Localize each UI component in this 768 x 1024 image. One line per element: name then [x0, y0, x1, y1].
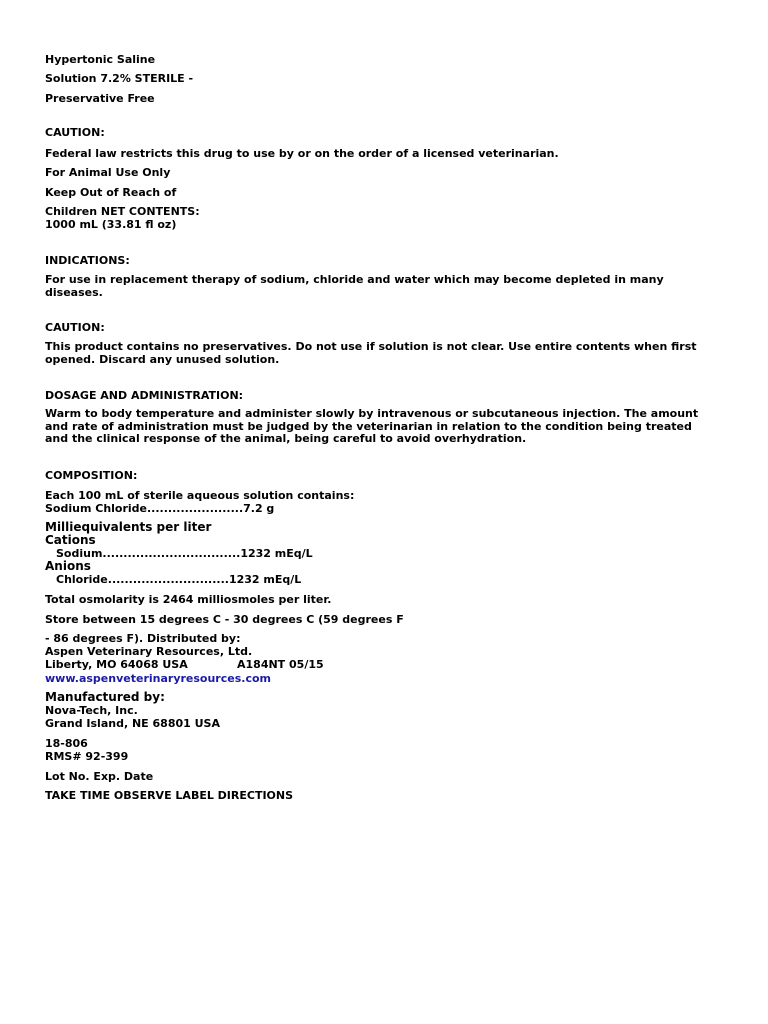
indications-text: For use in replacement therapy of sodium, chloride and water which may become depleted in many diseases. [45, 273, 664, 299]
dosage-text: Warm to body temperature and administer slowly by intravenous or subcutaneous injection. The amount and rate of administration must be judged by the veterinarian in relation to the condition being treated and the clinical response of the animal, being careful to avoid overhydration. [45, 407, 699, 445]
product-title-line-2: Solution 7.2% STERILE - [45, 72, 194, 85]
storage-line-2: - 86 degrees F). Distributed by: [45, 632, 241, 645]
distributor-address: Liberty, MO 64068 USA [45, 658, 188, 671]
product-code: 18-806 [45, 737, 88, 750]
sodium-meq: Sodium.................................1232 mEq/L [56, 547, 313, 560]
anions-heading: Anions [45, 559, 91, 573]
net-contents-value: 1000 mL (33.81 fl oz) [45, 218, 177, 231]
sodium-chloride-amount: Sodium Chloride.......................7.2 g [45, 502, 275, 515]
lot-exp-date: Lot No. Exp. Date [45, 770, 154, 783]
label-directions-footer: TAKE TIME OBSERVE LABEL DIRECTIONS [45, 789, 294, 802]
caution-heading: CAUTION: [45, 126, 105, 139]
rms-number: RMS# 92-399 [45, 750, 129, 763]
composition-each: Each 100 mL of sterile aqueous solution contains: [45, 489, 355, 502]
dosage-heading: DOSAGE AND ADMINISTRATION: [45, 389, 244, 402]
caution-heading-2: CAUTION: [45, 321, 105, 334]
children-net-contents: Children NET CONTENTS: [45, 205, 200, 218]
product-title-line-1: Hypertonic Saline [45, 53, 156, 66]
manufacturer-name: Nova-Tech, Inc. [45, 704, 138, 717]
distributor-name: Aspen Veterinary Resources, Ltd. [45, 645, 253, 658]
storage-line-1: Store between 15 degrees C - 30 degrees C (59 degrees F [45, 613, 404, 626]
milliequivalents-heading: Milliequivalents per liter [45, 520, 212, 534]
label-code: A184NT 05/15 [237, 658, 324, 671]
product-title-line-3: Preservative Free [45, 92, 155, 105]
distributor-website-link[interactable]: www.aspenveterinaryresources.com [45, 672, 271, 685]
keep-out-statement: Keep Out of Reach of [45, 186, 177, 199]
manufactured-by-heading: Manufactured by: [45, 690, 165, 704]
chloride-meq: Chloride.............................1232 mEq/L [56, 573, 302, 586]
manufacturer-address: Grand Island, NE 68801 USA [45, 717, 220, 730]
federal-law-statement: Federal law restricts this drug to use by or on the order of a licensed veterinarian. [45, 147, 559, 160]
cations-heading: Cations [45, 533, 96, 547]
animal-use-statement: For Animal Use Only [45, 166, 171, 179]
caution-text-2: This product contains no preservatives. Do not use if solution is not clear. Use entire contents when first opened. Discard any unused solution. [45, 340, 697, 366]
composition-heading: COMPOSITION: [45, 469, 138, 482]
indications-heading: INDICATIONS: [45, 254, 130, 267]
osmolarity-statement: Total osmolarity is 2464 milliosmoles per liter. [45, 593, 332, 606]
